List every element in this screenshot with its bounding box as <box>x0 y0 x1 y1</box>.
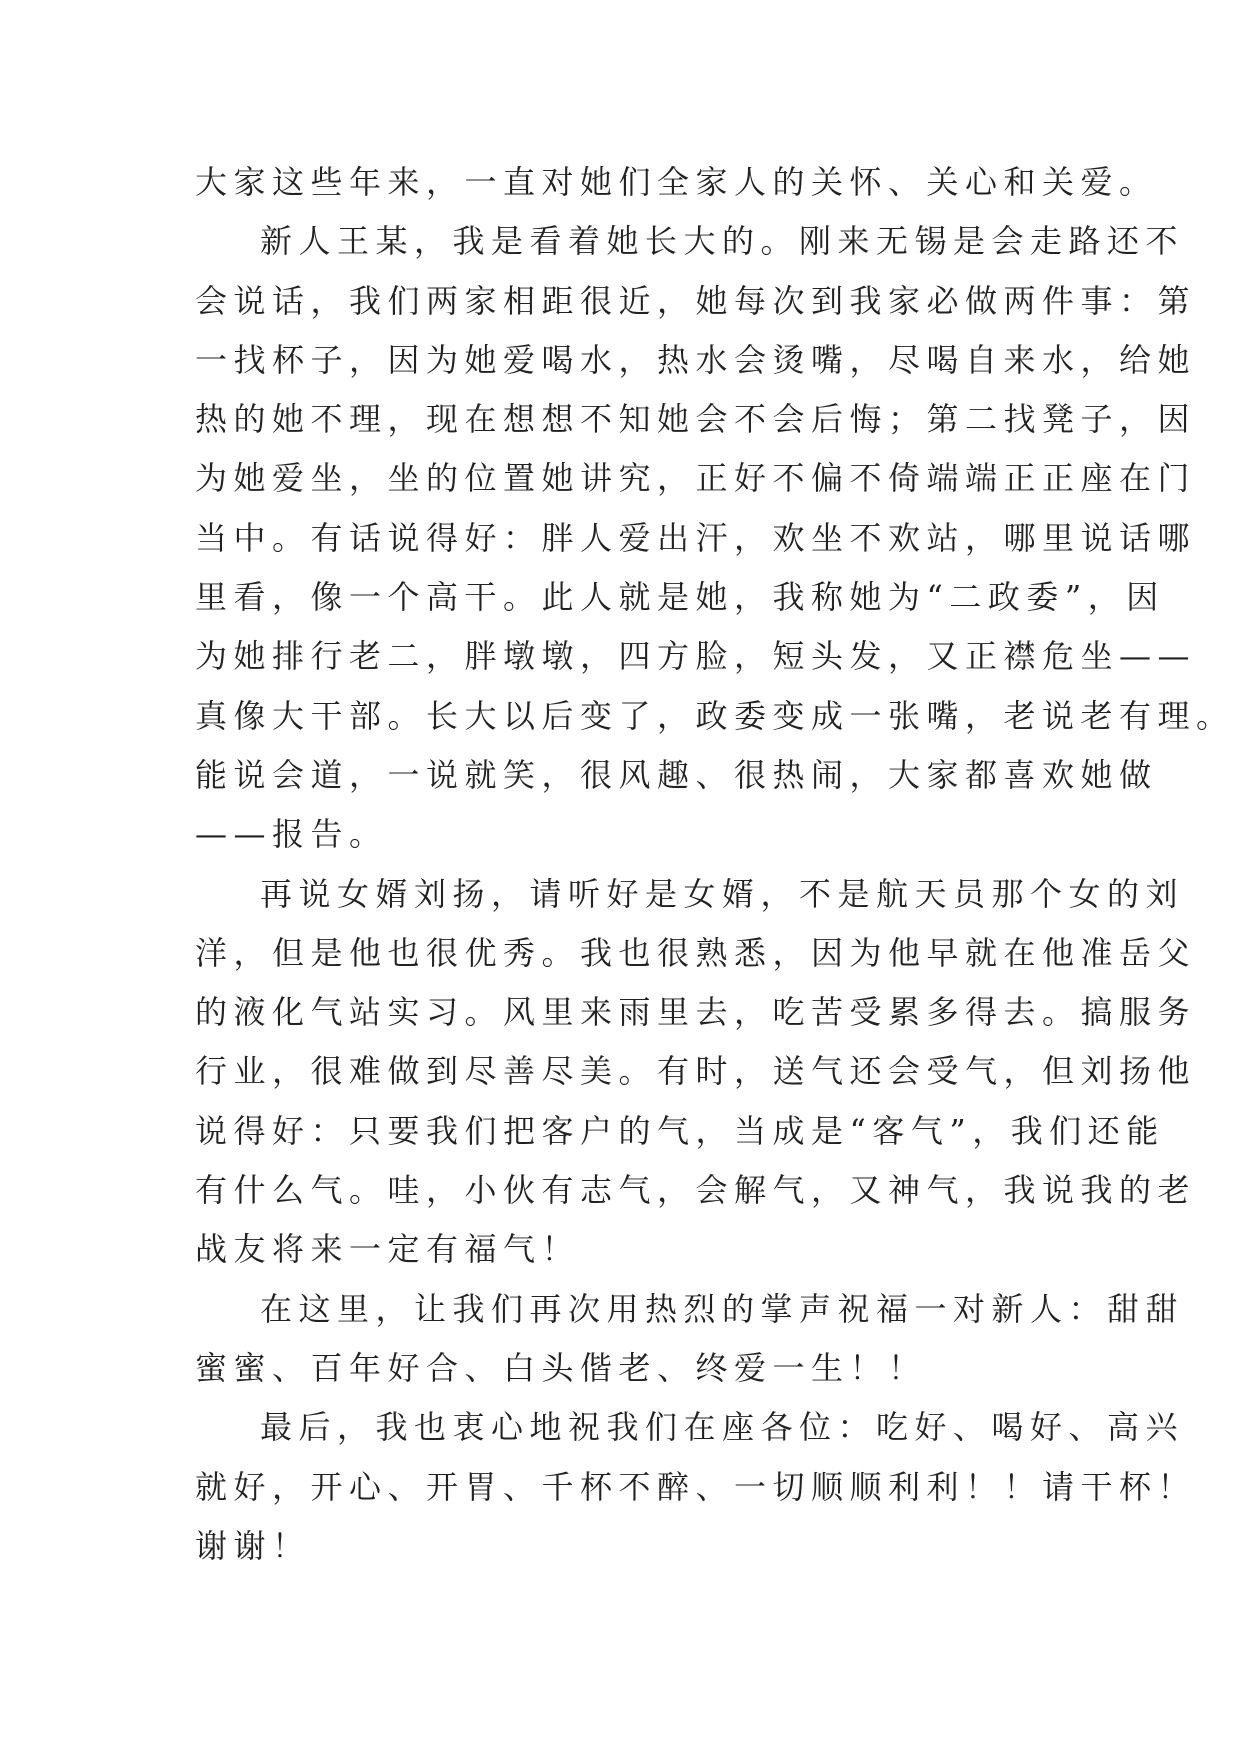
text-line: 行业，很难做到尽善尽美。有时，送气还会受气，但刘扬他 <box>195 1052 1197 1091</box>
text-line: 为她爱坐，坐的位置她讲究，正好不偏不倚端端正正座在门 <box>195 459 1197 498</box>
text-line: 大家这些年来，一直对她们全家人的关怀、关心和关爱。 <box>195 163 1158 201</box>
paragraph-start-line: 最后，我也衷心地祝我们在座各位：吃好、喝好、高兴 <box>260 1408 1185 1447</box>
text-line: 会说话，我们两家相距很近，她每次到我家必做两件事：第 <box>195 281 1197 320</box>
text-line: 就好，开心、开胃、千杯不醉、一切顺顺利利！！请干杯！ <box>195 1467 1197 1506</box>
document-body <box>195 153 1235 1576</box>
text-line: 里看，像一个高干。此人就是她，我称她为“二政委”，因 <box>195 578 1165 617</box>
paragraph-start-line: 再说女婿刘扬，请听好是女婿，不是航天员那个女的刘 <box>260 874 1185 913</box>
text-line: 热的她不理，现在想想不知她会不会后悔；第二找凳子，因 <box>195 400 1197 439</box>
text-line: 有什么气。哇，小伙有志气，会解气，又神气，我说我的老 <box>195 1171 1197 1210</box>
text-line: 真像大干部。长大以后变了，政委变成一张嘴，老说老有理。 <box>195 696 1235 735</box>
text-line: 蜜蜜、百年好合、白头偕老、终爱一生！！ <box>195 1348 927 1387</box>
text-line: 洋，但是他也很优秀。我也很熟悉，因为他早就在他准岳父 <box>195 933 1197 972</box>
paragraph-start-line: 新人王某，我是看着她长大的。刚来无锡是会走路还不 <box>260 222 1185 261</box>
text-line: 说得好：只要我们把客户的气，当成是“客气”，我们还能 <box>195 1111 1165 1150</box>
text-line: ——报告。 <box>195 815 388 854</box>
text-line: 能说会道，一说就笑，很风趣、很热闹，大家都喜欢她做 <box>195 755 1158 794</box>
paragraph-start-line: 在这里，让我们再次用热烈的掌声祝福一对新人：甜甜 <box>260 1289 1185 1328</box>
text-line: 的液化气站实习。风里来雨里去，吃苦受累多得去。搞服务 <box>195 993 1197 1032</box>
text-line: 一找杯子，因为她爱喝水，热水会烫嘴，尽喝自来水，给她 <box>195 340 1197 379</box>
text-line: 当中。有话说得好：胖人爱出汗，欢坐不欢站，哪里说话哪 <box>195 518 1197 557</box>
text-line: 为她排行老二，胖墩墩，四方脸，短头发，又正襟危坐—— <box>195 637 1197 676</box>
text-line: 战友将来一定有福气！ <box>195 1230 581 1269</box>
text-line: 谢谢！ <box>195 1526 311 1565</box>
